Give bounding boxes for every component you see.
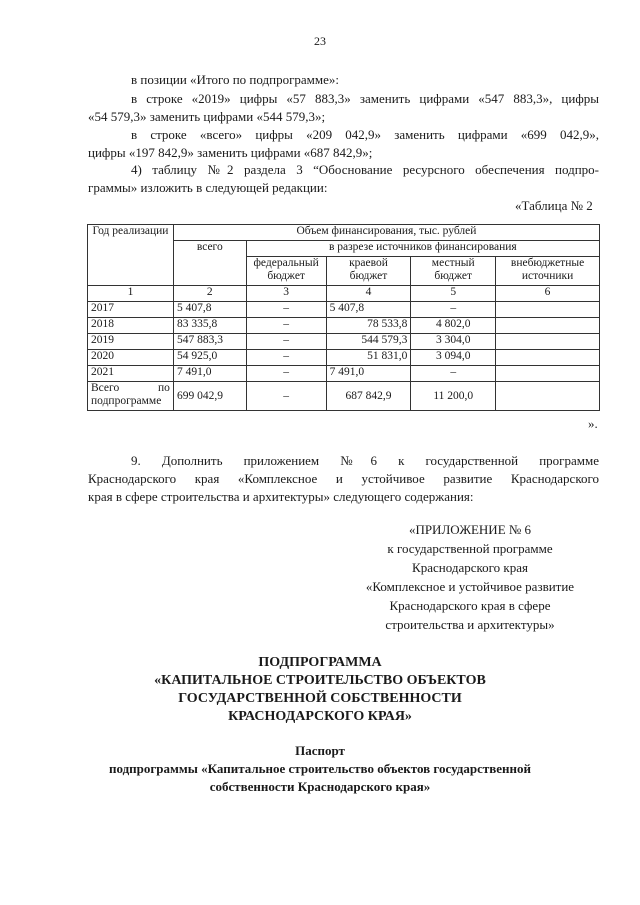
- header-year: Год реализации: [88, 225, 174, 286]
- paragraph-9-line2: Краснодарского края «Комплексное и устойчивое развитие Краснодарского: [88, 471, 599, 486]
- page-number: 23: [314, 34, 326, 48]
- appendix-line: строительства и архитектуры»: [385, 617, 555, 632]
- cell-regional: 544 579,3: [326, 334, 411, 350]
- cell-federal: –: [246, 302, 326, 318]
- header-sources: в разрезе источников финансирования: [246, 241, 599, 257]
- cell-federal: –: [246, 366, 326, 382]
- cell-local: 11 200,0: [411, 382, 496, 411]
- paragraph-table2-line1: 4) таблицу №2 раздела 3 “Обоснование ресурсного обеспечения подпро-: [131, 162, 599, 177]
- table-end-quote: ».: [588, 416, 598, 431]
- appendix-line: Краснодарского края: [412, 560, 528, 575]
- paragraph-9-line1: 9. Дополнить приложением №6 к государственной программе: [131, 453, 599, 468]
- appendix-block: [340, 520, 600, 634]
- table-total-row: [88, 382, 600, 411]
- cell-year: 2018: [88, 318, 174, 334]
- cell-total: 7 491,0: [173, 366, 246, 382]
- cell-year: 2019: [88, 334, 174, 350]
- header-total: всего: [173, 241, 246, 286]
- cell-local: 4 802,0: [411, 318, 496, 334]
- appendix-line: «Комплексное и устойчивое развитие: [365, 579, 575, 594]
- cell-extra: [496, 366, 600, 382]
- financing-table: [87, 224, 600, 411]
- cell-year: 2020: [88, 350, 174, 366]
- cell-regional: 78 533,8: [326, 318, 411, 334]
- appendix-line: Краснодарского края в сфере: [389, 598, 551, 613]
- table-row: [88, 302, 600, 318]
- column-numbers-row: [88, 286, 600, 302]
- cell-extra: [496, 318, 600, 334]
- passport-subtitle: подпрограммы «Капитальное строительство объектов государственной: [108, 761, 531, 776]
- paragraph-table2-line2: граммы» изложить в следующей редакции:: [88, 180, 328, 195]
- appendix-line: «ПРИЛОЖЕНИЕ № 6: [408, 522, 532, 537]
- cell-total: 5 407,8: [173, 302, 246, 318]
- appendix-line: к государственной программе: [387, 541, 553, 556]
- cell-year: 2021: [88, 366, 174, 382]
- col-number: 2: [173, 286, 246, 302]
- cell-federal: –: [246, 382, 326, 411]
- cell-federal: –: [246, 318, 326, 334]
- cell-federal: –: [246, 334, 326, 350]
- col-number: 6: [496, 286, 600, 302]
- cell-grand-total: 699 042,9: [173, 382, 246, 411]
- passport-subtitle: собственности Краснодарского края»: [209, 779, 431, 794]
- header-federal: федеральный бюджет: [246, 257, 326, 286]
- header-local: местный бюджет: [411, 257, 496, 286]
- cell-extra: [496, 334, 600, 350]
- header-extra: внебюджетные источники: [496, 257, 600, 286]
- cell-regional: 51 831,0: [326, 350, 411, 366]
- paragraph-itogo: в позиции «Итого по подпрограмме»:: [131, 72, 340, 87]
- paragraph-total-line1: в строке «всего» цифры «209 042,9» заменить цифрами «699 042,9»,: [131, 127, 599, 142]
- table-row: [88, 366, 600, 382]
- passport-title: Паспорт: [295, 743, 345, 758]
- paragraph-2019-line1: в строке «2019» цифры «57 883,3» заменить цифрами «547 883,3», цифры: [131, 91, 599, 106]
- cell-total: 547 883,3: [173, 334, 246, 350]
- col-number: 3: [246, 286, 326, 302]
- cell-total-label: Всего по подпрограмме: [88, 382, 174, 411]
- subprogram-title: КРАСНОДАРСКОГО КРАЯ»: [228, 709, 412, 724]
- cell-local: –: [411, 366, 496, 382]
- cell-total: 83 335,8: [173, 318, 246, 334]
- cell-local: 3 094,0: [411, 350, 496, 366]
- paragraph-2019-line2: «54 579,3» заменить цифрами «544 579,3»;: [88, 109, 326, 124]
- table-row: [88, 318, 600, 334]
- cell-extra: [496, 382, 600, 411]
- cell-local: –: [411, 302, 496, 318]
- cell-local: 3 304,0: [411, 334, 496, 350]
- cell-regional: 7 491,0: [326, 366, 411, 382]
- table-row: [88, 350, 600, 366]
- cell-year: 2017: [88, 302, 174, 318]
- cell-federal: –: [246, 350, 326, 366]
- cell-regional: 687 842,9: [326, 382, 411, 411]
- cell-extra: [496, 350, 600, 366]
- col-number: 1: [88, 286, 174, 302]
- subprogram-title: ГОСУДАРСТВЕННОЙ СОБСТВЕННОСТИ: [178, 691, 462, 706]
- subprogram-title: «КАПИТАЛЬНОЕ СТРОИТЕЛЬСТВО ОБЪЕКТОВ: [154, 673, 486, 688]
- col-number: 4: [326, 286, 411, 302]
- subprogram-title: ПОДПРОГРАММА: [258, 655, 382, 670]
- header-volume: Объем финансирования, тыс. рублей: [173, 225, 599, 241]
- cell-total: 54 925,0: [173, 350, 246, 366]
- table-row: [88, 334, 600, 350]
- paragraph-9-line3: края в сфере строительства и архитектуры» следующего содержания:: [88, 489, 474, 504]
- col-number: 5: [411, 286, 496, 302]
- header-regional: краевой бюджет: [326, 257, 411, 286]
- cell-extra: [496, 302, 600, 318]
- table-label: «Таблица № 2: [515, 198, 593, 213]
- paragraph-total-line2: цифры «197 842,9» заменить цифрами «687 842,9»;: [88, 145, 373, 160]
- cell-regional: 5 407,8: [326, 302, 411, 318]
